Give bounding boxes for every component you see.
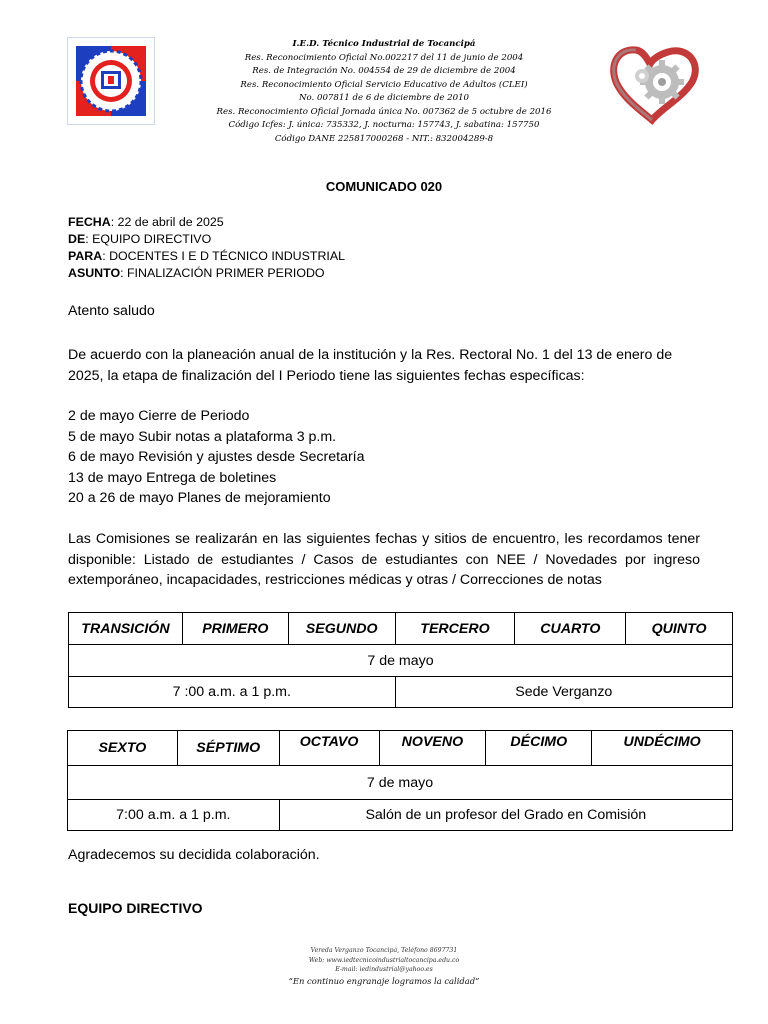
intro-paragraph: De acuerdo con la planeación anual de la institución y la Res. Rectoral No. 1 del 13 de enero de 2025, la etapa de finalización del I Periodo tiene las siguientes fechas específicas:: [68, 347, 673, 384]
grade-header: SEGUNDO: [288, 613, 395, 645]
grade-header: SÉPTIMO: [177, 731, 279, 766]
page-footer: [0, 946, 768, 987]
commission-date: 7 de mayo: [69, 645, 733, 677]
meta-fecha: [68, 214, 345, 231]
list-item: 6 de mayo Revisión y ajustes desde Secretaría: [68, 449, 365, 465]
commission-place: Sede Verganzo: [395, 677, 732, 708]
header-line: No. 007811 de 6 de diciembre de 2010: [298, 93, 470, 103]
footer-address: Vereda Verganzo Tocancipá, Teléfono 8697731: [310, 947, 458, 954]
meta-label: DE: [68, 232, 86, 246]
footer-email: E-mail: iedindustrial@yahoo.es: [335, 966, 433, 974]
gear-heart-emblem-icon: [606, 40, 702, 126]
header-line: Código DANE 225817000268 - NIT.: 832004289-8: [274, 133, 494, 144]
grade-header: TRANSICIÓN: [69, 613, 183, 645]
meta-value: : EQUIPO DIRECTIVO: [85, 232, 212, 246]
meta-label: PARA: [68, 249, 103, 263]
commissions-paragraph: Las Comisiones se realizarán en las siguientes fechas y sitios de encuentro, les recordamos tener disponible: Listado de estudiantes / Casos de estudiantes con NEE / Novedades por ingreso extemporáneo, incapacidades, restricciones médicas y otras / Correcciones de notas: [68, 531, 700, 588]
list-item: 20 a 26 de mayo Planes de mejoramiento: [68, 490, 331, 506]
grade-header: UNDÉCIMO: [592, 731, 733, 766]
meta-de: [68, 231, 345, 248]
meta-para: [68, 248, 345, 265]
grade-header: OCTAVO: [279, 731, 379, 766]
dates-list: [68, 406, 365, 509]
list-item: 2 de mayo Cierre de Periodo: [68, 408, 250, 424]
meta-value: : 22 de abril de 2025: [110, 215, 224, 229]
table-row: [68, 731, 733, 766]
table-row: [69, 645, 733, 677]
signature: EQUIPO DIRECTIVO: [68, 900, 203, 916]
footer-web: Web: www.iedtecnicoindustrialtocancipa.edu.co: [308, 956, 460, 964]
institution-name: I.E.D. Técnico Industrial de Tocancipá: [292, 39, 476, 49]
commission-time: 7 :00 a.m. a 1 p.m.: [69, 677, 396, 708]
commission-date: 7 de mayo: [68, 766, 733, 800]
grade-header: QUINTO: [626, 613, 733, 645]
header-line: Res. de Integración No. 004554 de 29 de diciembre de 2004: [252, 66, 516, 76]
table-row: [69, 677, 733, 708]
grade-header: CUARTO: [515, 613, 626, 645]
header-line: Res. Reconocimiento Oficial Jornada única No. 007362 de 5 octubre de 2016: [216, 106, 552, 117]
commission-place: Salón de un profesor del Grado en Comisión: [279, 800, 732, 831]
header-line: Código Icfes: J. única: 735332, J. nocturna: 157743, J. sabatina: 157750: [228, 120, 540, 130]
list-item: 5 de mayo Subir notas a plataforma 3 p.m.: [68, 428, 337, 445]
closing-thanks: Agradecemos su decidida colaboración.: [68, 847, 320, 863]
commission-time: 7:00 a.m. a 1 p.m.: [68, 800, 280, 831]
grade-header: TERCERO: [395, 613, 515, 645]
schedule-table-secondary: [67, 730, 733, 831]
schedule-table-primary: [68, 612, 733, 708]
grade-header: PRIMERO: [182, 613, 288, 645]
table-row: [68, 766, 733, 800]
institution-header: [190, 38, 578, 146]
document-title: COMUNICADO 020: [325, 179, 443, 194]
grade-header: SEXTO: [68, 731, 178, 766]
grade-header: DÉCIMO: [486, 731, 592, 766]
memo-metadata: [68, 214, 345, 282]
header-line: Res. Reconocimiento Oficial No.002217 del 11 de junio de 2004: [244, 52, 524, 63]
list-item: 13 de mayo Entrega de boletines: [68, 469, 277, 486]
meta-value: : DOCENTES I E D TÉCNICO INDUSTRIAL: [102, 249, 346, 263]
header-line: Res. Reconocimiento Oficial Servicio Educativo de Adultos (CLEI): [240, 79, 528, 90]
meta-label: FECHA: [68, 215, 111, 229]
greeting: Atento saludo: [68, 303, 155, 319]
table-row: [68, 800, 733, 831]
grade-header: NOVENO: [379, 731, 486, 766]
table-row: [69, 613, 733, 645]
meta-value: : FINALIZACIÓN PRIMER PERIODO: [120, 266, 325, 280]
school-crest-icon: [67, 37, 155, 125]
meta-asunto: [68, 265, 345, 282]
meta-label: ASUNTO: [68, 266, 121, 280]
footer-motto: “En continuo engranaje logramos la calidad”: [288, 975, 480, 986]
